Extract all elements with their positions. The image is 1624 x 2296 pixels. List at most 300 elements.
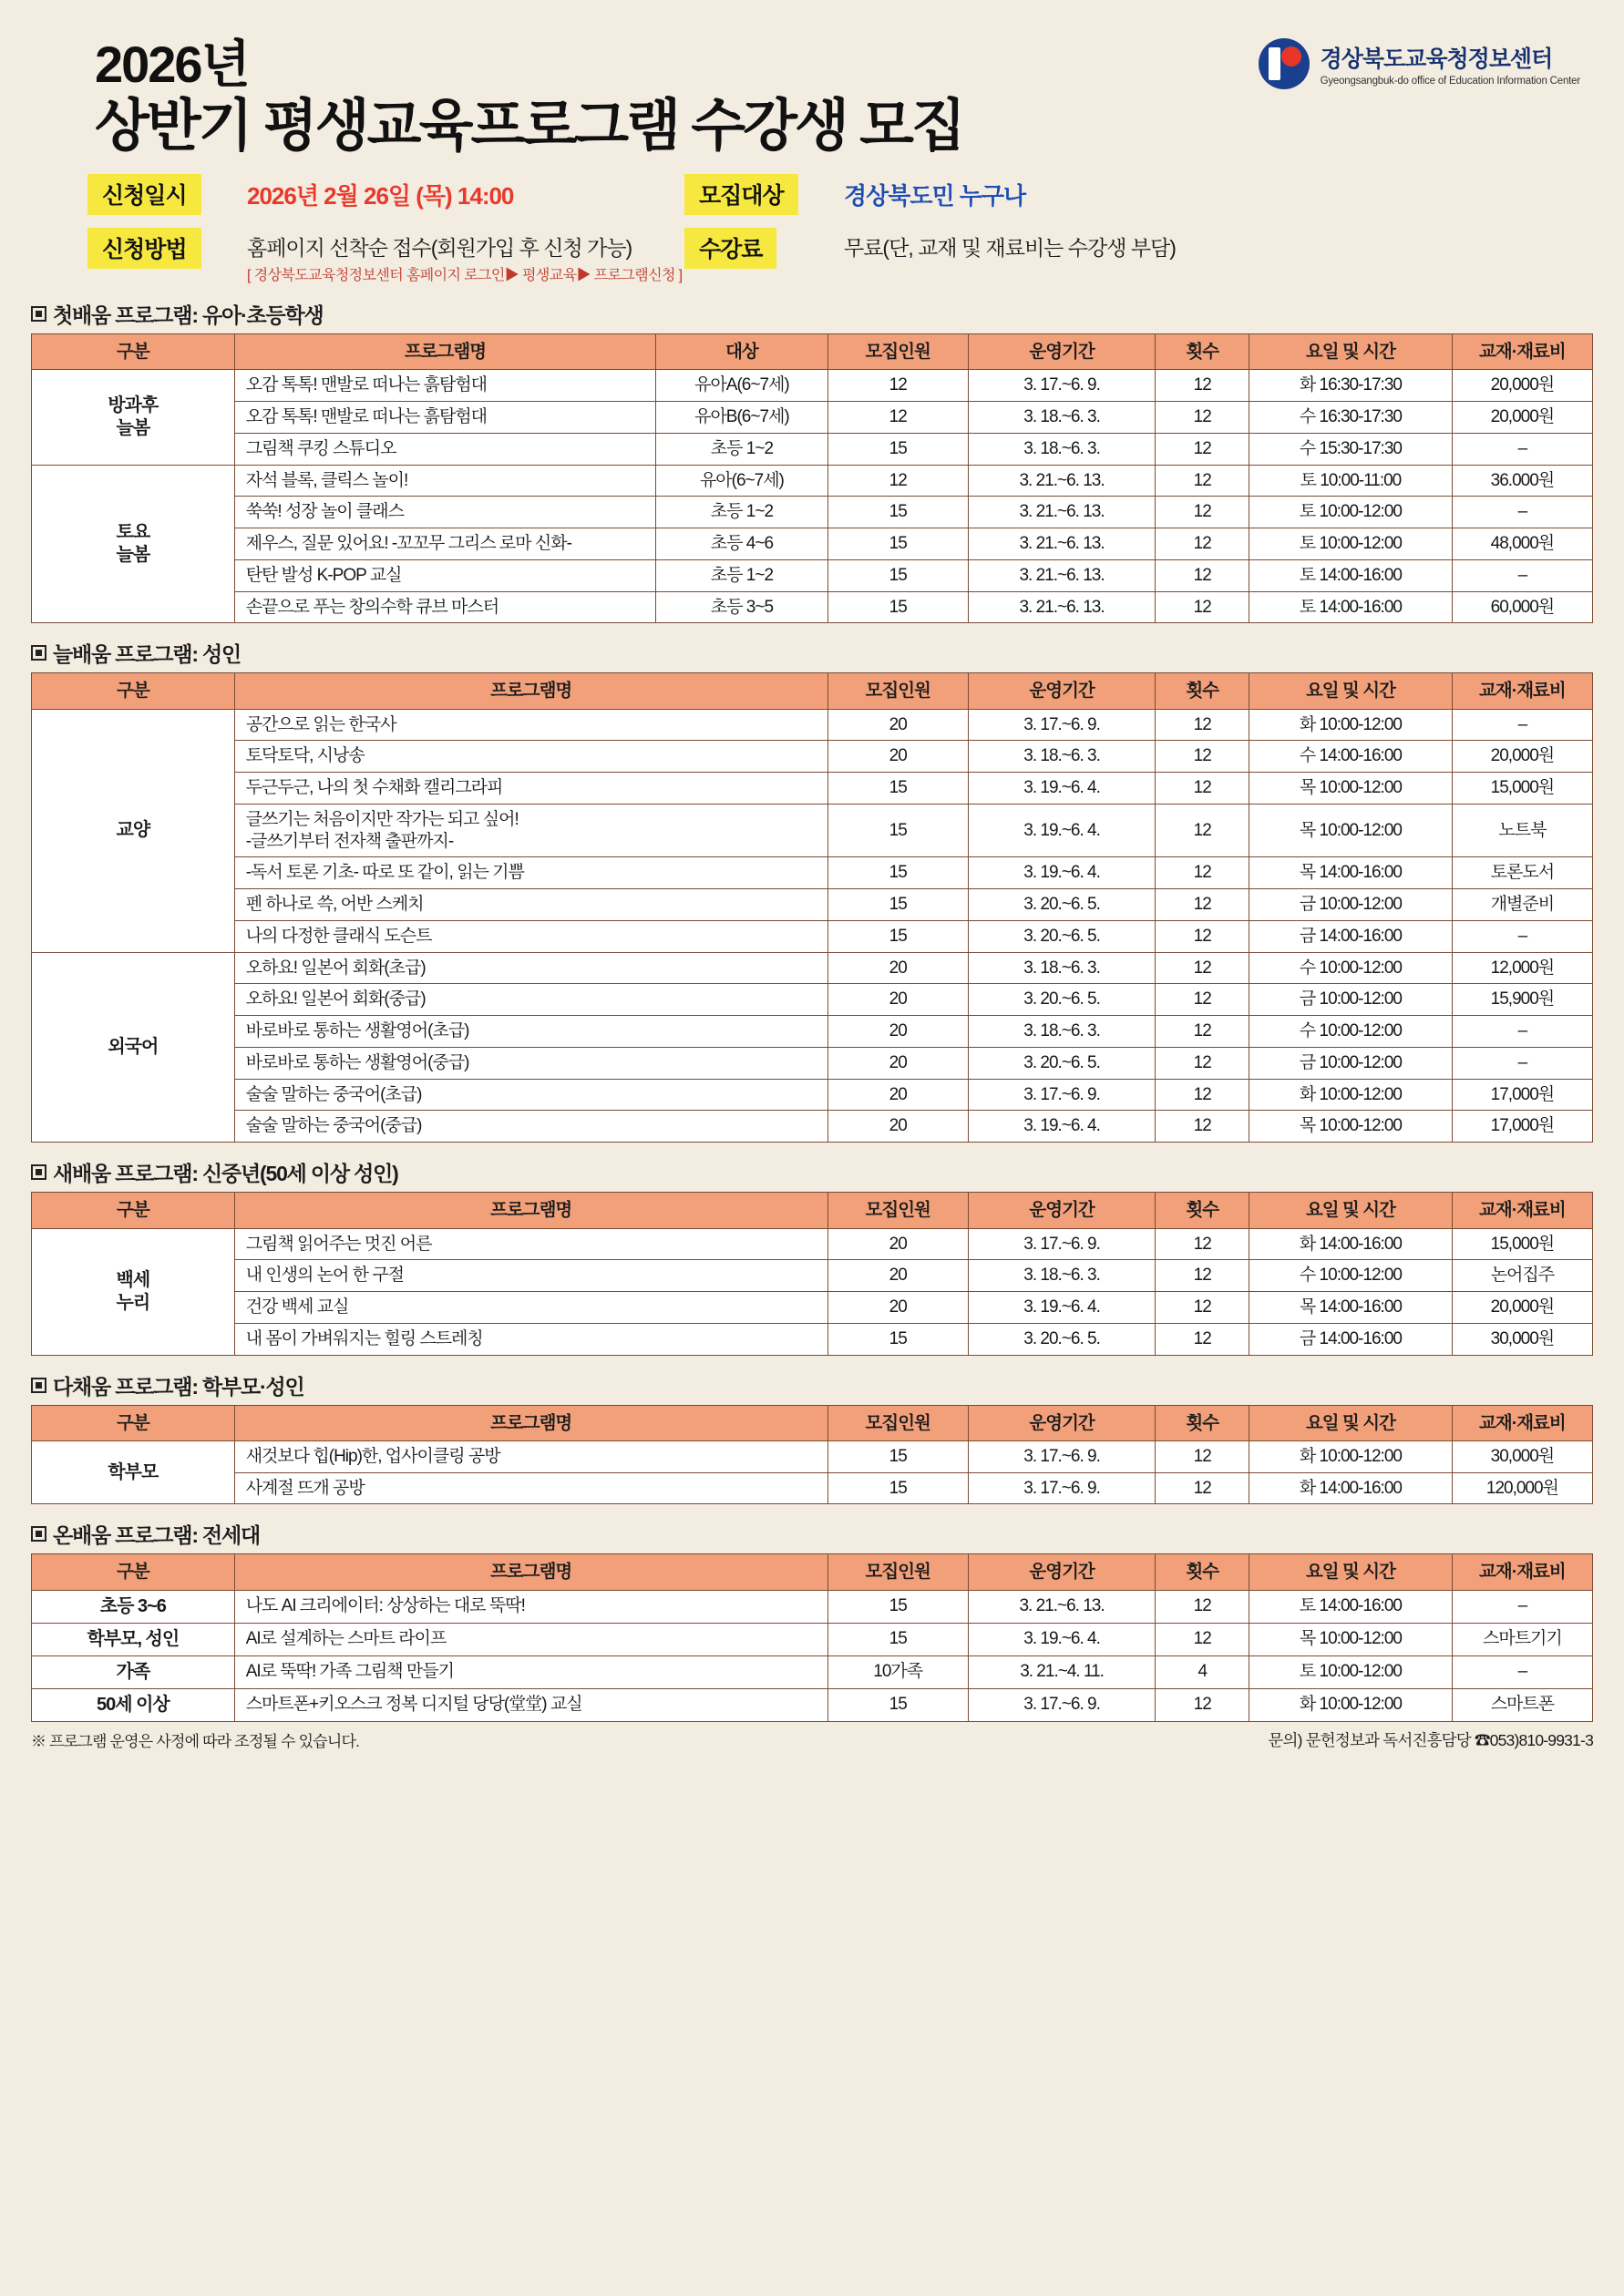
table-cell: 15 <box>827 889 968 921</box>
table-cell: 12 <box>1156 889 1249 921</box>
table-cell: 초등 1~2 <box>656 559 827 591</box>
table-cell: 12 <box>827 370 968 402</box>
fee-value: 무료(단, 교재 및 재료비는 수강생 부담) <box>844 235 1176 260</box>
column-header: 프로그램명 <box>234 673 827 709</box>
table-cell: 36.000원 <box>1452 465 1592 497</box>
table-cell: 20 <box>827 1016 968 1048</box>
program-table <box>31 1553 1593 1721</box>
program-name-cell: 글쓰기는 처음이지만 작가는 되고 싶어! -글쓰기부터 전자책 출판까지- <box>234 804 827 857</box>
table-cell: 수 10:00-12:00 <box>1249 1260 1453 1292</box>
table-cell: 15 <box>827 1623 968 1655</box>
table-cell: – <box>1452 1655 1592 1688</box>
table-cell: 17,000원 <box>1452 1079 1592 1111</box>
table-cell: 3. 20.~6. 5. <box>968 889 1156 921</box>
table-cell: 유아(6~7세) <box>656 465 827 497</box>
table-cell: 노트북 <box>1452 804 1592 857</box>
table-cell: 3. 21.~6. 13. <box>968 465 1156 497</box>
table-cell: 목 14:00-16:00 <box>1249 1292 1453 1324</box>
program-name-cell: 오하요! 일본어 회화(중급) <box>234 984 827 1016</box>
table-cell: 초등 4~6 <box>656 528 827 560</box>
program-table <box>31 333 1593 623</box>
table-cell: 15 <box>827 559 968 591</box>
table-row <box>32 1688 1593 1721</box>
column-header: 교재·재료비 <box>1452 1554 1592 1590</box>
table-cell: 15 <box>827 773 968 805</box>
table-row <box>32 528 1593 560</box>
program-name-cell: 오감 톡톡! 맨발로 떠나는 흙탐험대 <box>234 370 656 402</box>
column-header: 대상 <box>656 333 827 369</box>
table-cell: 수 16:30-17:30 <box>1249 402 1453 434</box>
table-cell: 30,000원 <box>1452 1323 1592 1355</box>
table-cell: 금 14:00-16:00 <box>1249 920 1453 952</box>
program-name-cell: 오감 톡톡! 맨발로 떠나는 흙탐험대 <box>234 402 656 434</box>
table-cell: 목 10:00-12:00 <box>1249 1111 1453 1143</box>
table-cell: 토 14:00-16:00 <box>1249 1590 1453 1623</box>
table-cell: 4 <box>1156 1655 1249 1688</box>
table-cell: 12 <box>1156 1590 1249 1623</box>
fee-label: 수강료 <box>684 228 776 269</box>
table-row <box>32 1228 1593 1260</box>
group-cell: 백세 누리 <box>32 1228 235 1355</box>
table-cell: 3. 19.~6. 4. <box>968 1111 1156 1143</box>
table-cell: 15 <box>827 1440 968 1472</box>
table-cell: 12 <box>1156 804 1249 857</box>
section-heading <box>31 1370 1593 1400</box>
table-row <box>32 1323 1593 1355</box>
column-header: 횟수 <box>1156 333 1249 369</box>
program-name-cell: 공간으로 읽는 한국사 <box>234 709 827 741</box>
table-cell: 화 10:00-12:00 <box>1249 709 1453 741</box>
table-cell: 초등 1~2 <box>656 433 827 465</box>
table-row <box>32 952 1593 984</box>
column-header: 운영기간 <box>968 1193 1156 1228</box>
table-cell: 금 10:00-12:00 <box>1249 1047 1453 1079</box>
table-cell: 화 16:30-17:30 <box>1249 370 1453 402</box>
table-row <box>32 857 1593 889</box>
group-cell: 학부모, 성인 <box>32 1623 235 1655</box>
table-cell: – <box>1452 1590 1592 1623</box>
table-cell: 48,000원 <box>1452 528 1592 560</box>
program-table <box>31 1405 1593 1505</box>
table-cell: 토 10:00-11:00 <box>1249 465 1453 497</box>
table-row <box>32 984 1593 1016</box>
table-cell: 화 14:00-16:00 <box>1249 1472 1453 1504</box>
table-cell: 목 10:00-12:00 <box>1249 773 1453 805</box>
table-cell: 3. 17.~6. 9. <box>968 1079 1156 1111</box>
table-cell: 12 <box>1156 465 1249 497</box>
program-name-cell: 스마트폰+키오스크 정복 디지털 당당(堂堂) 교실 <box>234 1688 827 1721</box>
column-header: 교재·재료비 <box>1452 333 1592 369</box>
program-name-cell: 바로바로 통하는 생활영어(중급) <box>234 1047 827 1079</box>
table-cell: 12 <box>1156 773 1249 805</box>
program-name-cell: 내 몸이 가벼워지는 힐링 스트레칭 <box>234 1323 827 1355</box>
table-cell: 3. 19.~6. 4. <box>968 1623 1156 1655</box>
column-header: 요일 및 시간 <box>1249 1405 1453 1440</box>
table-cell: 논어집주 <box>1452 1260 1592 1292</box>
table-row <box>32 370 1593 402</box>
program-name-cell: 건강 백세 교실 <box>234 1292 827 1324</box>
column-header: 모집인원 <box>827 333 968 369</box>
page-title-main: 상반기 평생교육프로그램 수강생 모집 <box>95 94 963 158</box>
section-heading <box>31 1157 1593 1187</box>
table-cell: 12 <box>827 402 968 434</box>
table-cell: 15 <box>827 1323 968 1355</box>
table-cell: 12 <box>1156 1292 1249 1324</box>
table-row <box>32 402 1593 434</box>
column-header: 요일 및 시간 <box>1249 673 1453 709</box>
table-cell: 12 <box>1156 741 1249 773</box>
table-cell: 3. 19.~6. 4. <box>968 804 1156 857</box>
target-label: 모집대상 <box>684 174 798 215</box>
column-header: 운영기간 <box>968 333 1156 369</box>
table-cell: 3. 19.~6. 4. <box>968 857 1156 889</box>
table-cell: 화 10:00-12:00 <box>1249 1079 1453 1111</box>
bullet-square-icon <box>31 306 46 322</box>
table-cell: 수 10:00-12:00 <box>1249 1016 1453 1048</box>
table-cell: 3. 17.~6. 9. <box>968 370 1156 402</box>
table-cell: 3. 18.~6. 3. <box>968 433 1156 465</box>
table-row <box>32 559 1593 591</box>
table-cell: 초등 1~2 <box>656 497 827 528</box>
group-cell: 교양 <box>32 709 235 952</box>
column-header: 교재·재료비 <box>1452 1193 1592 1228</box>
column-header: 운영기간 <box>968 1405 1156 1440</box>
column-header: 횟수 <box>1156 1554 1249 1590</box>
program-name-cell: 술술 말하는 중국어(중급) <box>234 1111 827 1143</box>
column-header: 구분 <box>32 1405 235 1440</box>
program-name-cell: 술술 말하는 중국어(초급) <box>234 1079 827 1111</box>
table-cell: 30,000원 <box>1452 1440 1592 1472</box>
table-cell: 15,900원 <box>1452 984 1592 1016</box>
table-cell: 3. 17.~6. 9. <box>968 1440 1156 1472</box>
program-name-cell: 나도 AI 크리에이터: 상상하는 대로 뚝딱! <box>234 1590 827 1623</box>
table-cell: 12 <box>1156 984 1249 1016</box>
table-cell: 20 <box>827 1047 968 1079</box>
table-cell: 3. 20.~6. 5. <box>968 984 1156 1016</box>
table-cell: 20 <box>827 1111 968 1143</box>
column-header: 횟수 <box>1156 1405 1249 1440</box>
table-cell: 12 <box>1156 1323 1249 1355</box>
program-name-cell: 손끝으로 푸는 창의수학 큐브 마스터 <box>234 591 656 623</box>
table-cell: 3. 17.~6. 9. <box>968 1688 1156 1721</box>
target-tag-wrap <box>684 174 844 215</box>
group-cell: 외국어 <box>32 952 235 1143</box>
table-cell: 12 <box>1156 1079 1249 1111</box>
table-cell: 15,000원 <box>1452 773 1592 805</box>
column-header: 요일 및 시간 <box>1249 1554 1453 1590</box>
logo-mark-icon <box>1259 38 1310 89</box>
table-cell: 20 <box>827 984 968 1016</box>
program-name-cell: 토닥토닥, 시낭송 <box>234 741 827 773</box>
table-cell: – <box>1452 497 1592 528</box>
table-cell: 12 <box>1156 1472 1249 1504</box>
table-cell: 3. 17.~6. 9. <box>968 1228 1156 1260</box>
table-cell: 20 <box>827 1292 968 1324</box>
table-cell: 3. 18.~6. 3. <box>968 1260 1156 1292</box>
table-row <box>32 1655 1593 1688</box>
table-cell: 12 <box>827 465 968 497</box>
table-cell: 금 10:00-12:00 <box>1249 889 1453 921</box>
table-cell: 12 <box>1156 857 1249 889</box>
group-cell: 50세 이상 <box>32 1688 235 1721</box>
section-title: 온배움 프로그램: 전세대 <box>53 1523 261 1548</box>
table-cell: 20 <box>827 741 968 773</box>
program-name-cell: 그림책 쿠킹 스튜디오 <box>234 433 656 465</box>
program-table <box>31 1192 1593 1355</box>
table-row <box>32 497 1593 528</box>
table-cell: 3. 21.~4. 11. <box>968 1655 1156 1688</box>
table-cell: 20,000원 <box>1452 370 1592 402</box>
table-header-row <box>32 1193 1593 1228</box>
table-row <box>32 433 1593 465</box>
column-header: 모집인원 <box>827 1554 968 1590</box>
table-cell: 15 <box>827 920 968 952</box>
table-cell: 20 <box>827 1228 968 1260</box>
table-cell: – <box>1452 559 1592 591</box>
footer-note-row <box>31 1728 1593 1751</box>
table-cell: 12,000원 <box>1452 952 1592 984</box>
table-cell: 12 <box>1156 1260 1249 1292</box>
table-header-row <box>32 673 1593 709</box>
logo-text <box>1321 41 1580 87</box>
table-cell: 3. 21.~6. 13. <box>968 528 1156 560</box>
column-header: 프로그램명 <box>234 1193 827 1228</box>
table-cell: 12 <box>1156 559 1249 591</box>
method-label: 신청방법 <box>87 228 201 269</box>
column-header: 횟수 <box>1156 1193 1249 1228</box>
group-cell: 학부모 <box>32 1440 235 1504</box>
table-cell: 개별준비 <box>1452 889 1592 921</box>
table-cell: 12 <box>1156 433 1249 465</box>
table-cell: 3. 18.~6. 3. <box>968 402 1156 434</box>
table-cell: 120,000원 <box>1452 1472 1592 1504</box>
program-name-cell: 펜 하나로 쓱, 어반 스케치 <box>234 889 827 921</box>
table-row <box>32 1016 1593 1048</box>
table-cell: 20 <box>827 952 968 984</box>
table-cell: 3. 17.~6. 9. <box>968 1472 1156 1504</box>
table-header-row <box>32 1554 1593 1590</box>
table-cell: 화 14:00-16:00 <box>1249 1228 1453 1260</box>
table-cell: 3. 21.~6. 13. <box>968 497 1156 528</box>
table-cell: 토 14:00-16:00 <box>1249 591 1453 623</box>
section-title: 늘배움 프로그램: 성인 <box>53 642 242 667</box>
table-cell: 3. 21.~6. 13. <box>968 1590 1156 1623</box>
table-cell: 3. 20.~6. 5. <box>968 1047 1156 1079</box>
table-cell: 금 14:00-16:00 <box>1249 1323 1453 1355</box>
table-cell: 12 <box>1156 920 1249 952</box>
table-cell: 목 10:00-12:00 <box>1249 1623 1453 1655</box>
table-row <box>32 591 1593 623</box>
table-cell: 화 10:00-12:00 <box>1249 1688 1453 1721</box>
table-cell: 12 <box>1156 528 1249 560</box>
bullet-square-icon <box>31 1526 46 1542</box>
table-cell: – <box>1452 709 1592 741</box>
table-row <box>32 920 1593 952</box>
table-cell: 20,000원 <box>1452 402 1592 434</box>
table-cell: 3. 19.~6. 4. <box>968 1292 1156 1324</box>
group-cell: 가족 <box>32 1655 235 1688</box>
method-value: 홈페이지 선착순 접수(회원가입 후 신청 가능) <box>247 235 632 260</box>
table-cell: 12 <box>1156 952 1249 984</box>
table-cell: 유아A(6~7세) <box>656 370 827 402</box>
table-row <box>32 889 1593 921</box>
table-cell: 17,000원 <box>1452 1111 1592 1143</box>
logo-name-kr: 경상북도교육청정보센터 <box>1320 46 1553 72</box>
table-cell: 3. 19.~6. 4. <box>968 773 1156 805</box>
program-sections <box>31 299 1593 1722</box>
table-cell: 12 <box>1156 1016 1249 1048</box>
column-header: 프로그램명 <box>234 1405 827 1440</box>
table-cell: 20,000원 <box>1452 1292 1592 1324</box>
section-heading <box>31 1519 1593 1549</box>
table-cell: 12 <box>1156 402 1249 434</box>
table-cell: 토 14:00-16:00 <box>1249 559 1453 591</box>
program-table <box>31 672 1593 1143</box>
fee-tag-wrap <box>684 228 844 269</box>
table-cell: 15 <box>827 1472 968 1504</box>
table-cell: 3. 21.~6. 13. <box>968 559 1156 591</box>
column-header: 모집인원 <box>827 673 968 709</box>
table-cell: 15 <box>827 433 968 465</box>
table-row <box>32 1292 1593 1324</box>
program-name-cell: 자석 블록, 클릭스 놀이! <box>234 465 656 497</box>
table-cell: 3. 20.~6. 5. <box>968 1323 1156 1355</box>
table-cell: 스마트폰 <box>1452 1688 1592 1721</box>
title-block <box>31 24 963 158</box>
table-cell: 유아B(6~7세) <box>656 402 827 434</box>
apply-date-value: 2026년 2월 26일 (목) 14:00 <box>247 181 514 210</box>
program-name-cell: 새것보다 힙(Hip)한, 업사이클링 공방 <box>234 1440 827 1472</box>
table-cell: 15 <box>827 591 968 623</box>
column-header: 프로그램명 <box>234 1554 827 1590</box>
program-name-cell: AI로 뚝딱! 가족 그림책 만들기 <box>234 1655 827 1688</box>
table-cell: 15 <box>827 497 968 528</box>
table-row <box>32 1111 1593 1143</box>
column-header: 구분 <box>32 1554 235 1590</box>
table-cell: 토 10:00-12:00 <box>1249 528 1453 560</box>
program-name-cell: 제우스, 질문 있어요! -꼬꼬무 그리스 로마 신화- <box>234 528 656 560</box>
table-cell: 목 10:00-12:00 <box>1249 804 1453 857</box>
table-cell: 60,000원 <box>1452 591 1592 623</box>
table-cell: 3. 17.~6. 9. <box>968 709 1156 741</box>
table-row <box>32 1472 1593 1504</box>
table-cell: 12 <box>1156 1228 1249 1260</box>
table-cell: – <box>1452 1047 1592 1079</box>
table-cell: 토 10:00-12:00 <box>1249 497 1453 528</box>
table-row <box>32 773 1593 805</box>
info-block <box>31 174 1593 284</box>
table-cell: 스마트기기 <box>1452 1623 1592 1655</box>
column-header: 운영기간 <box>968 1554 1156 1590</box>
page-title-year: 2026년 <box>95 36 249 93</box>
table-cell: 15 <box>827 857 968 889</box>
program-name-cell: 사계절 뜨개 공방 <box>234 1472 827 1504</box>
program-name-cell: 탄탄 발성 K-POP 교실 <box>234 559 656 591</box>
column-header: 프로그램명 <box>234 333 656 369</box>
table-cell: 수 14:00-16:00 <box>1249 741 1453 773</box>
table-cell: – <box>1452 920 1592 952</box>
column-header: 운영기간 <box>968 673 1156 709</box>
program-name-cell: 나의 다정한 클래식 도슨트 <box>234 920 827 952</box>
method-tag-wrap <box>87 228 247 269</box>
table-cell: – <box>1452 1016 1592 1048</box>
group-cell: 토요 늘봄 <box>32 465 235 623</box>
table-cell: 15 <box>827 1688 968 1721</box>
table-row <box>32 804 1593 857</box>
table-cell: 12 <box>1156 1111 1249 1143</box>
table-header-row <box>32 1405 1593 1440</box>
table-cell: 금 10:00-12:00 <box>1249 984 1453 1016</box>
target-value: 경상북도민 누구나 <box>844 181 1026 210</box>
table-header-row <box>32 333 1593 369</box>
section-title: 다채움 프로그램: 학부모·성인 <box>53 1374 304 1399</box>
method-note: [ 경상북도교육청정보센터 홈페이지 로그인▶ 평생교육▶ 프로그램신청 ] <box>247 267 683 283</box>
table-row <box>32 1623 1593 1655</box>
program-name-cell: 그림책 읽어주는 멋진 어른 <box>234 1228 827 1260</box>
column-header: 구분 <box>32 1193 235 1228</box>
table-cell: 3. 20.~6. 5. <box>968 920 1156 952</box>
table-cell: 12 <box>1156 1440 1249 1472</box>
table-cell: 20,000원 <box>1452 741 1592 773</box>
table-cell: 목 14:00-16:00 <box>1249 857 1453 889</box>
table-cell: 15 <box>827 1590 968 1623</box>
column-header: 교재·재료비 <box>1452 673 1592 709</box>
apply-date-tag-wrap <box>87 174 247 215</box>
table-cell: 초등 3~5 <box>656 591 827 623</box>
poster-header <box>31 24 1593 158</box>
table-cell: 토 10:00-12:00 <box>1249 1655 1453 1688</box>
table-cell: 12 <box>1156 591 1249 623</box>
table-cell: 20 <box>827 709 968 741</box>
table-cell: 12 <box>1156 497 1249 528</box>
column-header: 교재·재료비 <box>1452 1405 1592 1440</box>
table-row <box>32 709 1593 741</box>
table-cell: 수 15:30-17:30 <box>1249 433 1453 465</box>
program-name-cell: 두근두근, 나의 첫 수채화 캘리그라피 <box>234 773 827 805</box>
program-name-cell: 오하요! 일본어 회화(초급) <box>234 952 827 984</box>
table-cell: 3. 18.~6. 3. <box>968 741 1156 773</box>
table-row <box>32 1047 1593 1079</box>
program-name-cell: AI로 설계하는 스마트 라이프 <box>234 1623 827 1655</box>
table-cell: – <box>1452 433 1592 465</box>
organization-logo <box>1259 24 1593 89</box>
section-title: 새배움 프로그램: 신중년(50세 이상 성인) <box>53 1162 398 1186</box>
group-cell: 초등 3~6 <box>32 1590 235 1623</box>
section-heading <box>31 299 1593 329</box>
column-header: 모집인원 <box>827 1405 968 1440</box>
table-row <box>32 465 1593 497</box>
table-cell: 3. 18.~6. 3. <box>968 952 1156 984</box>
column-header: 횟수 <box>1156 673 1249 709</box>
table-cell: 15 <box>827 528 968 560</box>
table-cell: 15,000원 <box>1452 1228 1592 1260</box>
column-header: 구분 <box>32 673 235 709</box>
footer-contact: 문의) 문헌정보과 독서진흥담당 ☎053)810-9931-3 <box>1268 1730 1593 1749</box>
table-cell: 12 <box>1156 1047 1249 1079</box>
table-row <box>32 1260 1593 1292</box>
table-cell: 3. 21.~6. 13. <box>968 591 1156 623</box>
table-cell: 12 <box>1156 709 1249 741</box>
logo-name-en: Gyeongsangbuk-do office of Education Information Center <box>1320 76 1580 87</box>
table-cell: 화 10:00-12:00 <box>1249 1440 1453 1472</box>
table-cell: 20 <box>827 1260 968 1292</box>
table-cell: 12 <box>1156 1688 1249 1721</box>
table-cell: 토론도서 <box>1452 857 1592 889</box>
table-row <box>32 741 1593 773</box>
method-value-wrap <box>247 228 684 284</box>
table-cell: 12 <box>1156 370 1249 402</box>
column-header: 요일 및 시간 <box>1249 1193 1453 1228</box>
